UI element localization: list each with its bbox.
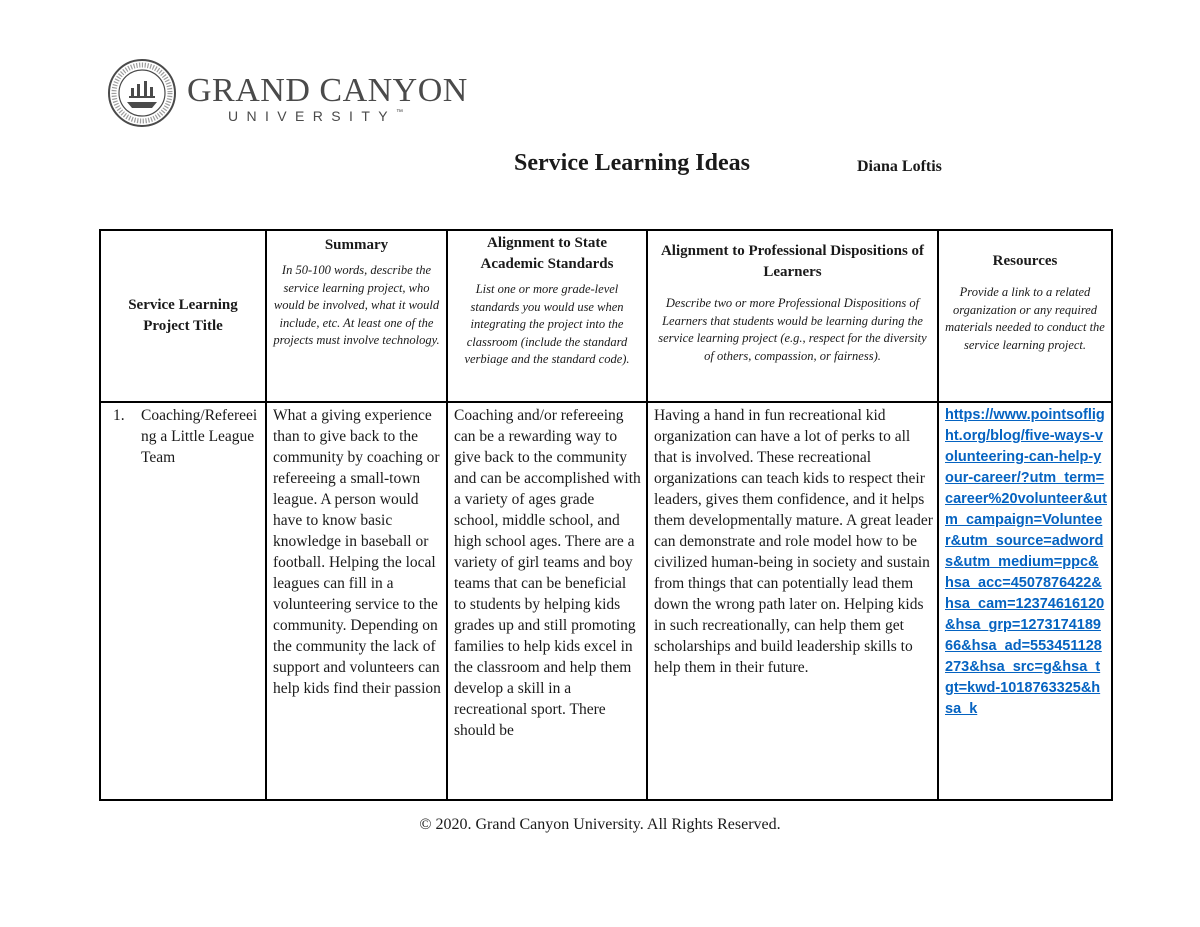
header-state-standards [447, 230, 647, 402]
university-seal-icon [107, 58, 177, 128]
table-row [100, 402, 1112, 800]
header-title: Summary [324, 237, 389, 253]
header-title: Resources [992, 253, 1058, 269]
cell-summary: What a giving experience than to give back to the community by coaching or refereeing a small-town league. A person would have to know basic knowledge in baseball or football. Helping the local leagues can fill in a volunteering service to the community. Depending on the community the lack of support and volunteers can help kids find their passion [266, 402, 447, 800]
header-title: Service Learning Project Title [128, 297, 238, 334]
header-description: Describe two or more Professional Dispositions of Learners that students would be learning during the service learning project (e.g., respect for the diversity of others, compassion, or fairness). [658, 296, 927, 363]
service-learning-table [99, 229, 1113, 801]
copyright-footer: © 2020. Grand Canyon University. All Rights Reserved. [419, 816, 781, 833]
cell-professional-dispositions: Having a hand in fun recreational kid organization can have a lot of perks to all that is involved. These recreational organizations can teach kids to respect their leaders, gives them confidence, and it helps them developmentally mature. A great leader can demonstrate and role model how to be civilized human-being in society and sustain from things that can potentially lead them down the wrong path later on. Helping kids in such recreationally, can help them get scholarships and build leadership skills to help them in their future. [647, 402, 938, 800]
header-title: Alignment to State Academic Standards [480, 235, 614, 272]
header-title: Alignment to Professional Dispositions of Learners [660, 243, 925, 280]
document-title: Service Learning Ideas [514, 150, 750, 176]
project-title: Coaching/Refereeing a Little League Team [141, 407, 258, 466]
cell-state-standards: Coaching and/or refereeing can be a rewarding way to give back to the community and can be accomplished with a variety of ages grade school, middle school, and high school ages. There are a variety of girl teams and boy teams that can be beneficial to students by helping kids grades up and still promoting families to help kids excel in the classroom and help them develop a skill in a recreational sport. There should be [447, 402, 647, 800]
header-project-title [100, 230, 266, 402]
author-name: Diana Loftis [857, 158, 942, 175]
header-description: In 50-100 words, describe the service learning project, who would be involved, what it would include, etc. At least one of the projects must involve technology. [273, 263, 440, 347]
cell-resources [938, 402, 1112, 800]
header-summary [266, 230, 447, 402]
header-description: Provide a link to a related organization or any required materials needed to conduct the service learning project. [945, 285, 1105, 352]
logo-subtitle: UNIVERSITY™ [228, 108, 404, 124]
list-number: 1. [113, 407, 125, 424]
trademark-symbol: ™ [396, 109, 404, 116]
header-resources [938, 230, 1112, 402]
resource-link[interactable]: https://www.pointsoflight.org/blog/five-ways-volunteering-can-help-your-career/?utm_term=career%20volunteer&utm_campaign=Volunteer&utm_source=adwords&utm_medium=ppc&hsa_acc=4507876422&hsa_cam=12374616120&hsa_grp=127317418966&hsa_ad=553451128273&hsa_src=g&hsa_tgt=kwd-1018763325&hsa_k [945, 407, 1107, 717]
table-header-row [100, 230, 1112, 402]
header-professional-dispositions [647, 230, 938, 402]
logo-wordmark: GRAND CANYON [187, 72, 468, 109]
header-description: List one or more grade-level standards you would use when integrating the project into the classroom (include the standard verbiage and the standard code). [464, 282, 630, 366]
university-logo [107, 58, 468, 128]
cell-project-title [100, 402, 266, 800]
